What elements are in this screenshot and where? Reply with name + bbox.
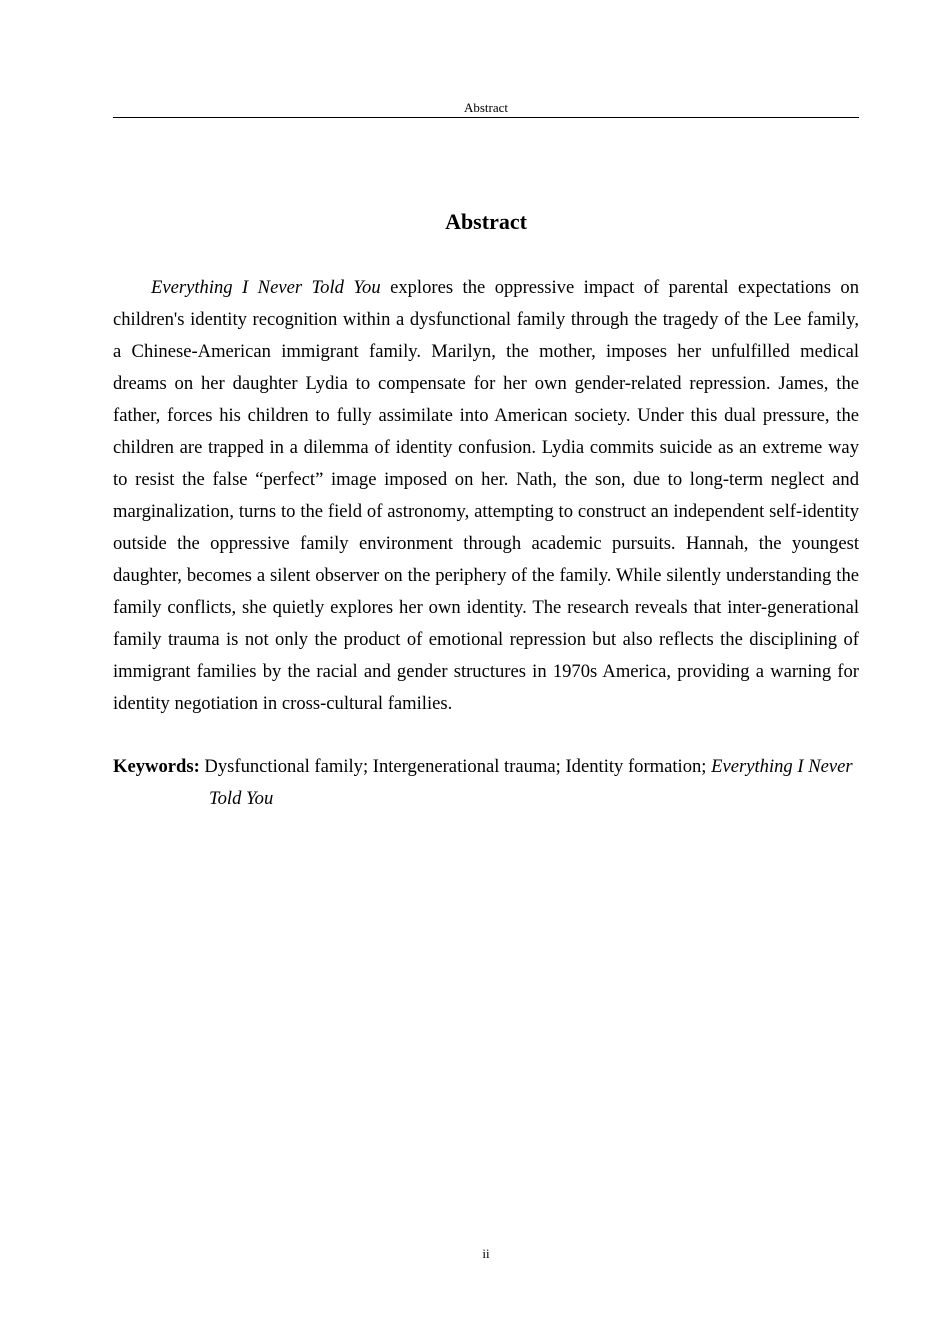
page-number: ii xyxy=(482,1246,490,1261)
keywords-label: Keywords: xyxy=(113,756,200,777)
running-header-title: Abstract xyxy=(463,100,509,115)
keywords-book-title: Everything I Never Told You xyxy=(209,756,853,809)
abstract-book-title: Everything I Never Told You xyxy=(151,277,381,298)
keywords-line xyxy=(113,751,883,815)
running-header xyxy=(113,100,859,118)
keywords-terms: Dysfunctional family; Intergenerational trauma; Identity formation; xyxy=(199,756,712,777)
abstract-paragraph xyxy=(113,272,859,720)
abstract-text: explores the oppressive impact of parental expectations on children's identity recognition within a dysfunctional family through the tragedy of the Lee family, a Chinese-American immigrant family. Marilyn, the mother, imposes her unfulfilled medical dreams on her daughter Lydia to compensate for her own gender-related repression. James, the father, forces his children to fully assimilate into American society. Under this dual pressure, the children are trapped in a dilemma of identity confusion. Lydia commits suicide as an extreme way to resist the false “perfect” image imposed on her. Nath, the son, due to long-term neglect and marginalization, turns to the field of astronomy, attempting to construct an independent self-identity outside the oppressive family environment through academic pursuits. Hannah, the youngest daughter, becomes a silent observer on the periphery of the family. While silently understanding the family conflicts, she quietly explores her own identity. The research reveals that inter-generational family trauma is not only the product of emotional repression but also reflects the disciplining of immigrant families by the racial and gender structures in 1970s America, providing a warning for identity negotiation in cross-cultural families. xyxy=(113,277,859,714)
page-title: Abstract xyxy=(445,209,527,234)
